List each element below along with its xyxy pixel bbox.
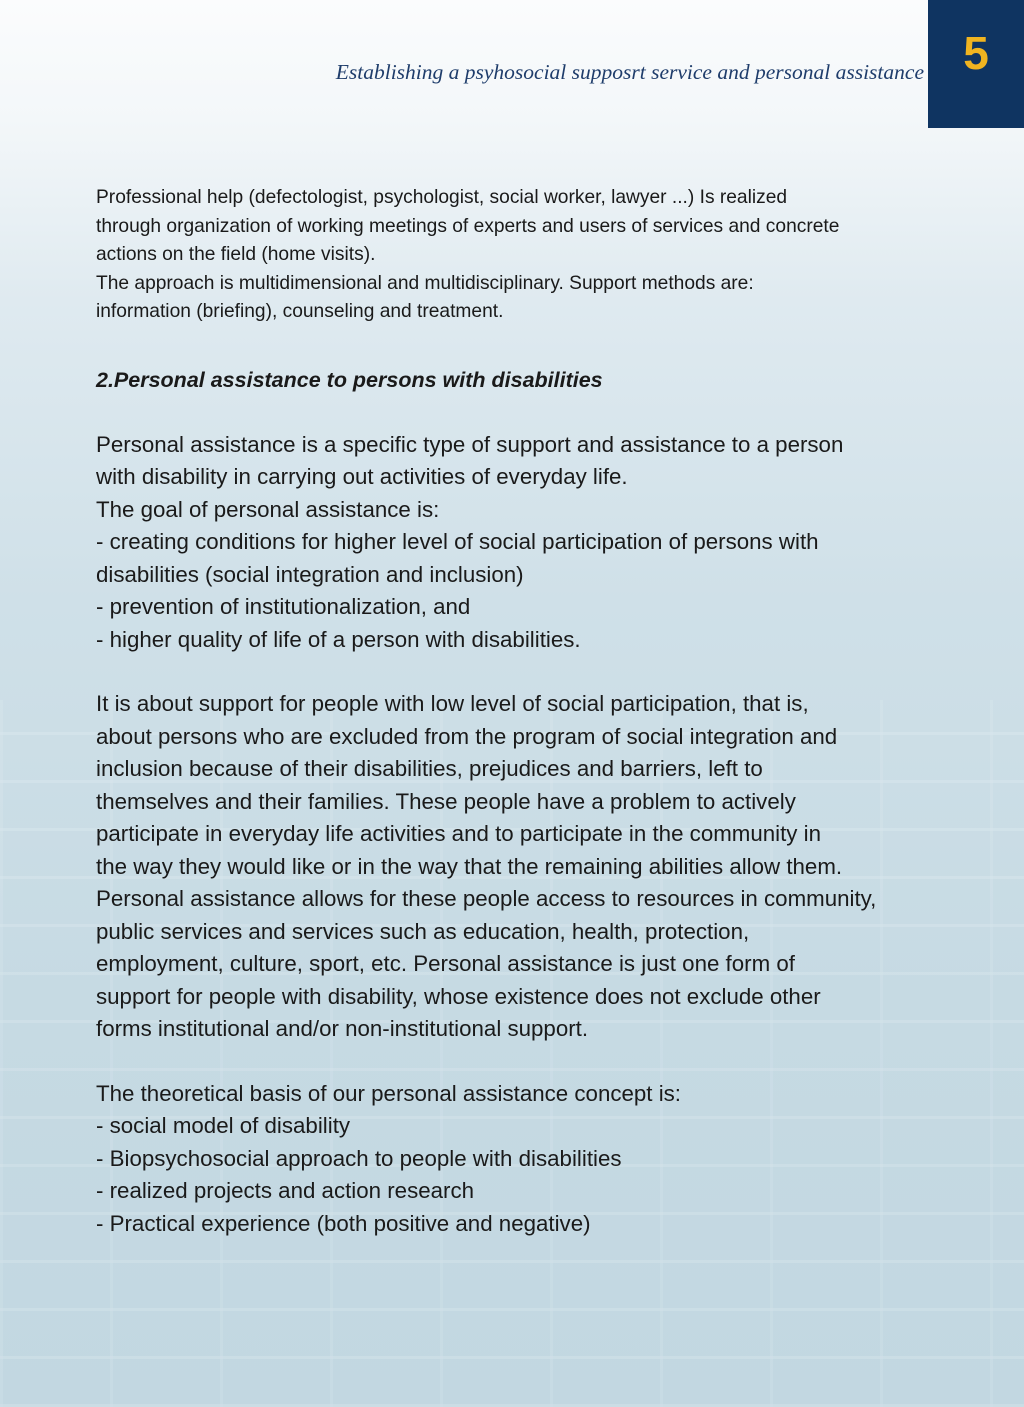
paragraph-description	[96, 688, 956, 1046]
text-line: - creating conditions for higher level of social participation of persons with	[96, 529, 819, 554]
text-line: participate in everyday life activities and to participate in the community in	[96, 821, 822, 846]
list-item: - Biopsychosocial approach to people with disabilities	[96, 1145, 622, 1171]
text-line: disabilities (social integration and inclusion)	[96, 561, 524, 587]
intro-paragraph	[96, 184, 956, 327]
text-line: The theoretical basis of our personal assistance concept is:	[96, 1080, 681, 1106]
intro-line: Professional help (defectologist, psychologist, social worker, lawyer ...) Is realized	[96, 187, 788, 208]
text-line: themselves and their families. These people have a problem to actively	[96, 788, 796, 814]
text-line: with disability in carrying out activities of everyday life.	[96, 464, 628, 489]
text-line: forms institutional and/or non-institutional support.	[96, 1016, 589, 1041]
section-heading: 2.Personal assistance to persons with disabilities	[96, 367, 603, 392]
text-line: - higher quality of life of a person with disabilities.	[96, 626, 581, 652]
intro-line: through organization of working meetings of experts and users of services and concrete	[96, 215, 840, 237]
intro-line: The approach is multidimensional and multidisciplinary. Support methods are:	[96, 272, 754, 294]
intro-line: information (briefing), counseling and treatment.	[96, 301, 504, 322]
text-line: public services and services such as education, health, protection,	[96, 918, 750, 944]
text-line: - prevention of institutionalization, and	[96, 594, 471, 619]
list-item: - realized projects and action research	[96, 1178, 475, 1203]
text-line: The goal of personal assistance is:	[96, 496, 440, 522]
text-line: employment, culture, sport, etc. Personal assistance is just one form of	[96, 951, 795, 976]
text-line: Personal assistance is a specific type of support and assistance to a person	[96, 431, 844, 457]
text-line: Personal assistance allows for these people access to resources in community,	[96, 886, 877, 911]
text-line: inclusion because of their disabilities, prejudices and barriers, left to	[96, 756, 763, 781]
text-line: It is about support for people with low level of social participation, that is,	[96, 691, 809, 716]
text-line: the way they would like or in the way that the remaining abilities allow them.	[96, 853, 843, 879]
paragraph-definition	[96, 429, 956, 657]
list-item: - Practical experience (both positive and negative)	[96, 1210, 591, 1236]
paragraph-theoretical-basis	[96, 1078, 956, 1241]
list-item: - social model of disability	[96, 1113, 351, 1138]
intro-line: actions on the field (home visits).	[96, 244, 376, 265]
page-number-badge	[928, 0, 1024, 128]
page-number: 5	[963, 27, 989, 79]
text-line: about persons who are excluded from the program of social integration and	[96, 723, 838, 749]
running-header-title: Establishing a psyhosocial supposrt service and personal assistance	[335, 60, 924, 84]
main-content	[96, 184, 956, 1240]
text-line: support for people with disability, whose existence does not exclude other	[96, 983, 821, 1009]
